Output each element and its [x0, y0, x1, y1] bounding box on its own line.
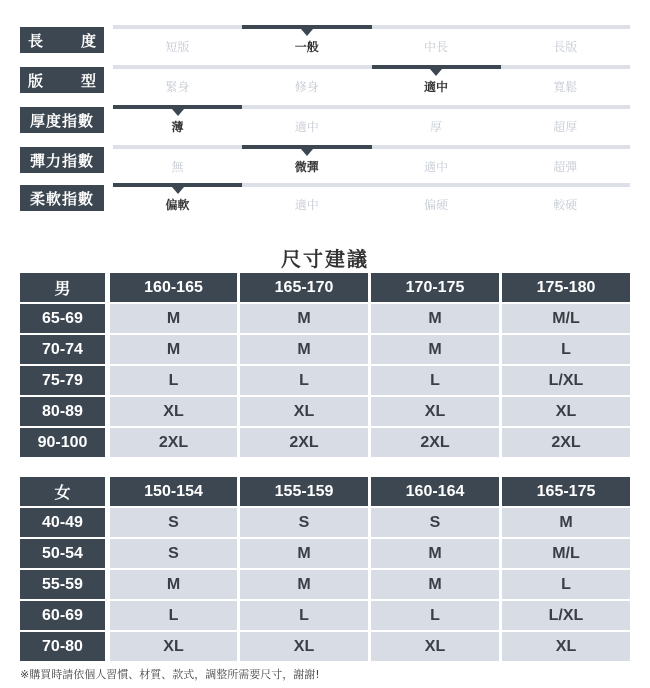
- attr-option: 適中: [423, 80, 448, 94]
- row-header: 55-59: [20, 570, 105, 599]
- attr-pointer-icon: [301, 149, 313, 156]
- column-header: 170-175: [371, 273, 499, 302]
- size-cell: 2XL: [110, 428, 237, 457]
- table-corner-header: 男: [20, 273, 105, 302]
- table-row: [20, 335, 630, 364]
- attr-label-char: 長: [28, 31, 44, 50]
- column-header: 165-170: [240, 273, 368, 302]
- size-cell: L: [110, 366, 237, 395]
- attr-option: 適中: [423, 160, 448, 174]
- size-cell: XL: [240, 632, 368, 661]
- size-cell: 2XL: [240, 428, 368, 457]
- size-cell: M: [110, 335, 237, 364]
- size-cell: M: [240, 570, 368, 599]
- table-row: [20, 508, 630, 537]
- row-header: 60-69: [20, 601, 105, 630]
- table-row: [20, 366, 630, 395]
- size-cell: L: [371, 366, 499, 395]
- purchase-note: ※購買時請依個人習慣、材質、款式，調整所需要尺寸，謝謝!: [20, 668, 320, 681]
- attr-label-softness: 柔軟指數: [20, 185, 104, 211]
- table-row: [20, 397, 630, 426]
- attr-label-elasticity: 彈力指數: [20, 147, 104, 173]
- men-size-table: [20, 273, 630, 459]
- size-cell: M: [110, 304, 237, 333]
- table-header-row: [20, 477, 630, 506]
- size-cell: 2XL: [371, 428, 499, 457]
- size-cell: L/XL: [502, 601, 630, 630]
- attr-row-length: [20, 25, 630, 55]
- attr-row-fit: [20, 65, 630, 95]
- size-cell: M: [240, 335, 368, 364]
- column-header: 165-175: [502, 477, 630, 506]
- attr-option: 修身: [294, 80, 319, 94]
- column-header: 155-159: [240, 477, 368, 506]
- table-row: [20, 632, 630, 661]
- row-header: 50-54: [20, 539, 105, 568]
- size-cell: XL: [240, 397, 368, 426]
- attr-scale-bar: [113, 25, 630, 29]
- attr-option: 長版: [553, 40, 578, 54]
- attr-label-length: [20, 27, 104, 53]
- attr-option: 適中: [294, 120, 319, 134]
- size-cell: XL: [371, 397, 499, 426]
- attr-option: 超厚: [553, 120, 578, 134]
- size-cell: XL: [371, 632, 499, 661]
- attr-option: 緊身: [165, 80, 190, 94]
- attr-pointer-icon: [301, 29, 313, 36]
- row-header: 75-79: [20, 366, 105, 395]
- row-header: 65-69: [20, 304, 105, 333]
- size-cell: 2XL: [502, 428, 630, 457]
- table-row: [20, 570, 630, 599]
- size-cell: L: [110, 601, 237, 630]
- attr-option: 偏硬: [423, 198, 448, 212]
- attr-option: 短版: [165, 40, 190, 54]
- attr-option: 超彈: [553, 160, 578, 174]
- attr-option: 一般: [294, 40, 319, 54]
- size-cell: M/L: [502, 539, 630, 568]
- table-body: [20, 304, 630, 457]
- attr-option: 偏軟: [165, 198, 190, 212]
- size-cell: M: [371, 335, 499, 364]
- table-row: [20, 539, 630, 568]
- size-cell: XL: [502, 397, 630, 426]
- size-cell: L: [502, 335, 630, 364]
- size-cell: M/L: [502, 304, 630, 333]
- size-cell: XL: [110, 397, 237, 426]
- table-row: [20, 304, 630, 333]
- size-cell: XL: [502, 632, 630, 661]
- column-header: 150-154: [110, 477, 237, 506]
- row-header: 70-80: [20, 632, 105, 661]
- attr-option: 寬鬆: [553, 80, 578, 94]
- size-cell: L: [502, 570, 630, 599]
- size-cell: S: [371, 508, 499, 537]
- attr-pointer-icon: [172, 187, 184, 194]
- attr-option: 厚: [429, 120, 442, 134]
- row-header: 70-74: [20, 335, 105, 364]
- row-header: 90-100: [20, 428, 105, 457]
- attr-option: 薄: [171, 120, 184, 134]
- attr-option: 微彈: [294, 160, 319, 174]
- attr-option: 中長: [423, 40, 448, 54]
- attr-option: 無: [171, 160, 184, 174]
- column-header: 160-165: [110, 273, 237, 302]
- attr-label-thickness: 厚度指數: [20, 107, 104, 133]
- size-cell: M: [110, 570, 237, 599]
- size-cell: S: [110, 508, 237, 537]
- table-corner-header: 女: [20, 477, 105, 506]
- size-cell: S: [240, 508, 368, 537]
- attr-row-thickness: [20, 105, 630, 135]
- size-cell: M: [371, 570, 499, 599]
- size-cell: L: [371, 601, 499, 630]
- attr-label-char: 版: [28, 71, 44, 90]
- size-cell: L: [240, 366, 368, 395]
- attr-option: 較硬: [553, 198, 578, 212]
- attr-option: 適中: [294, 198, 319, 212]
- size-cell: S: [110, 539, 237, 568]
- size-cell: XL: [110, 632, 237, 661]
- attr-pointer-icon: [430, 69, 442, 76]
- attr-row-elasticity: [20, 145, 630, 175]
- size-cell: L/XL: [502, 366, 630, 395]
- table-row: [20, 428, 630, 457]
- size-cell: M: [240, 539, 368, 568]
- size-cell: M: [502, 508, 630, 537]
- size-cell: M: [371, 539, 499, 568]
- column-header: 160-164: [371, 477, 499, 506]
- row-header: 40-49: [20, 508, 105, 537]
- size-chart-title: 尺寸建議: [281, 247, 369, 271]
- size-cell: M: [240, 304, 368, 333]
- attr-scale-bar: [113, 145, 630, 149]
- column-header: 175-180: [502, 273, 630, 302]
- attr-label-char: 度: [80, 31, 96, 50]
- women-size-table: [20, 477, 630, 663]
- attr-row-softness: [20, 183, 630, 213]
- row-header: 80-89: [20, 397, 105, 426]
- table-row: [20, 601, 630, 630]
- attr-label-char: 型: [80, 71, 96, 90]
- attr-label-fit: [20, 67, 104, 93]
- table-body: [20, 508, 630, 661]
- size-cell: L: [240, 601, 368, 630]
- table-header-row: [20, 273, 630, 302]
- attr-pointer-icon: [172, 109, 184, 116]
- size-cell: M: [371, 304, 499, 333]
